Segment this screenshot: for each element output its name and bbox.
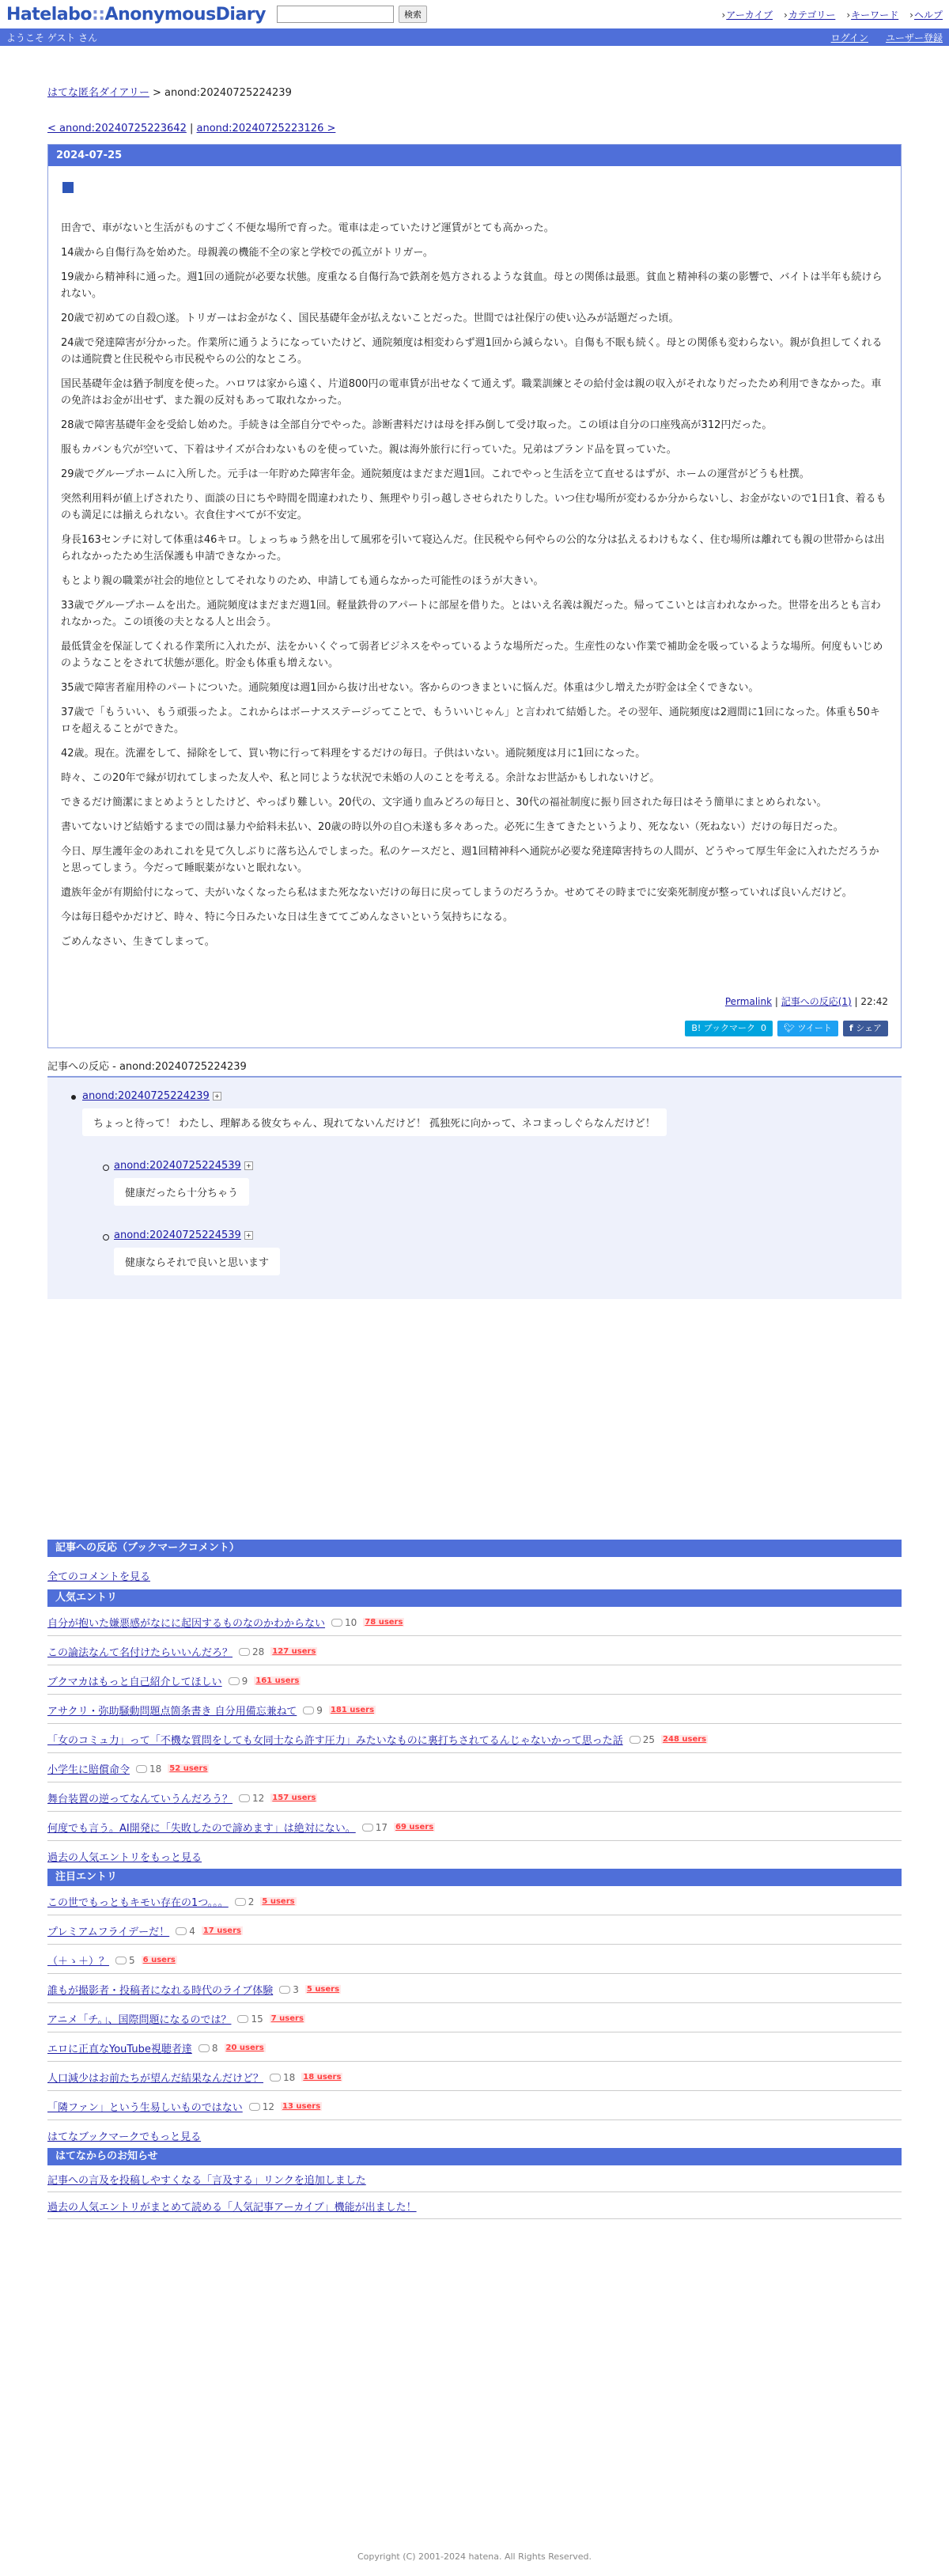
entry-title-link[interactable]: この世でもっともキモい存在の1つ。。。 (47, 1897, 229, 1909)
reaction-link[interactable]: anond:20240725224539 (114, 1229, 241, 1241)
reaction-text: 健康ならそれで良いと思います (114, 1248, 280, 1275)
entry-item (47, 1607, 902, 1636)
entry-title-link[interactable]: エロに正直なYouTube視聴者達 (47, 2044, 192, 2055)
comment-count: 18 (283, 2071, 296, 2083)
entry-title-link[interactable]: 小学生に賠償命令 (47, 1764, 130, 1776)
bookmark-users-badge[interactable]: 181 users (330, 1706, 375, 1714)
entry-item (47, 1974, 902, 2003)
entry-item (47, 1724, 902, 1753)
bookmark-users-badge[interactable]: 6 users (142, 1956, 176, 1964)
entry-title-link[interactable]: 人口減少はお前たちが望んだ結果なんだけど？ (47, 2073, 264, 2085)
news-link[interactable]: 過去の人気エントリがまとめて読める「人気記事アーカイブ」機能が出ました！ (47, 2202, 417, 2214)
bookmark-comment-heading: 記事への反応（ブックマークコメント） (47, 1540, 902, 1557)
login-link[interactable]: ログイン (830, 32, 868, 44)
entry-paragraphs (61, 220, 888, 950)
entry-item (47, 2091, 902, 2120)
entry-paragraph: 田舎で、車がないと生活がものすごく不便な場所で育った。電車は走っていたけど運賃がとても高かった。 (61, 222, 554, 234)
comment-icon (237, 2015, 248, 2023)
entry-title-link[interactable]: 「隣ファン」という生易しいものではない (47, 2102, 243, 2114)
comment-icon (136, 1765, 147, 1773)
entry-paragraph: 29歳でグループホームに入所した。元手は一年貯めた障害年金。通院頻度はまだまだ週1回。これでやっと生活を立て直せるはずが、ホームの運営がどうも杜撰。 (61, 468, 810, 480)
popular-heading: 人気エントリ (47, 1589, 902, 1607)
comment-icon (198, 2044, 210, 2052)
entry-item (47, 1636, 902, 1665)
entry-paragraph: 今日、厚生護年金のあれこれを見て久しぶりに落ち込んでしまった。私のケースだと、週1回精神科へ通院が必要な発達障害持ちの人間が、どうやって厚生年金に入れただろうかと思ってしまう。今だって睡眠薬がないと眠れない。 (61, 846, 879, 874)
entry-title-mark-icon (62, 182, 74, 193)
breadcrumb-separator: > (149, 87, 165, 99)
comment-icon (235, 1898, 246, 1906)
top-nav (722, 8, 943, 21)
prev-entry-link[interactable]: < anond:20240725223642 (47, 123, 187, 134)
news-item (47, 2192, 902, 2219)
entry-item (47, 1915, 902, 1945)
entry-title-link[interactable]: ブクマカはもっと自己紹介してほしい (47, 1676, 222, 1688)
entry-footer: Permalink | 記事への反応(1) | 22:42 (724, 996, 888, 1007)
next-entry-link[interactable]: anond:20240725223126 > (196, 123, 336, 134)
comment-icon (249, 2103, 260, 2111)
bookmark-comment-section (47, 1540, 902, 1583)
comment-count: 12 (252, 1792, 265, 1804)
top-bar (0, 0, 949, 28)
comment-icon (176, 1927, 187, 1935)
entry-item (47, 1695, 902, 1724)
entry-item (47, 2003, 902, 2032)
entry-title-link[interactable]: （＋ゝ＋）？ (47, 1956, 110, 1968)
entry-paragraph: 14歳から自傷行為を始めた。母親義の機能不全の家と学校での孤立がトリガー。 (61, 247, 433, 259)
entry-paragraph: 35歳で障害者雇用枠のパートについた。通院頻度は週1回から抜け出せない。客からのつきまといに悩んだ。体重は少し増えたが貯金は全くできない。 (61, 682, 759, 694)
entry-title-link[interactable] (61, 208, 74, 220)
comment-count: 9 (241, 1675, 248, 1687)
popular-more-link[interactable]: 過去の人気エントリをもっと見る (47, 1852, 202, 1864)
prev-next-separator: | (186, 123, 197, 134)
nav-category[interactable]: › カテゴリー (784, 8, 835, 21)
entry-paragraph: 42歳。現在。洗濯をして、掃除をして、買い物に行って料理をするだけの毎日。子供はいない。通院頻度は月に1回になった。 (61, 748, 646, 760)
entry-paragraph: 37歳で「もういい、もう頑張ったよ。これからはボーナスステージってことで、もういいじゃん」と言われて結婚した。その翌年、通院頻度は2週間に1回になった。体重も50キロを超えることができた。 (61, 707, 880, 735)
bookmark-count: 0 (761, 1023, 766, 1033)
entry-item (47, 1812, 902, 1841)
search-input[interactable] (277, 6, 394, 23)
reactions-panel (47, 1076, 902, 1299)
reaction-text: 健康だったら十分ちゃう (114, 1178, 249, 1206)
reaction-child-item (114, 1229, 886, 1275)
bookmark-users-badge[interactable]: 127 users (272, 1647, 316, 1656)
entry-title-link[interactable]: アサクリ・弥助騒動問題点箇条書き 自分用備忘兼ねて (47, 1706, 297, 1718)
comment-count: 17 (375, 1821, 388, 1833)
twitter-icon: 🐦︎ (784, 1023, 795, 1033)
reaction-link[interactable]: anond:20240725224539 (114, 1160, 241, 1172)
tweet-button[interactable] (777, 1021, 838, 1036)
entry-paragraph: 国民基礎年金は猶予制度を使った。ハロワは家から遠く、片道800円の電車賃が出せなくて通えず。職業訓練とその給付金は親の収入がそれなりだったため利用できなかった。車の免許はお金が出せず、また親の反対もあって取れなかった。 (61, 378, 882, 407)
comment-icon (239, 1648, 250, 1656)
news-heading: はてなからのお知らせ (47, 2148, 902, 2165)
nav-keyword[interactable]: › キーワード (846, 8, 898, 21)
entry-paragraph: 19歳から精神科に通った。週1回の通院が必要な状態。度重なる自傷行為で鉄剤を処方されるような貧血。母との関係は最悪。貧血と精神科の薬の影響で、バイトは半年も続けられない。 (61, 271, 883, 300)
bookmark-users-badge[interactable]: 5 users (306, 1985, 340, 1994)
comment-count: 28 (252, 1646, 265, 1657)
tweet-label: ツイート (797, 1023, 832, 1033)
comment-icon (303, 1707, 314, 1714)
reactions-heading: 記事への反応 - anond:20240725224239 (47, 1061, 247, 1073)
prev-next-nav (47, 123, 902, 134)
bookmark-users-badge[interactable]: 7 users (270, 2014, 304, 2023)
featured-more-link[interactable]: はてなブックマークでもっと見る (47, 2131, 202, 2143)
entry-item (47, 2032, 902, 2062)
comment-count: 5 (129, 1954, 135, 1966)
entry-item (47, 1886, 902, 1915)
entry-item (47, 1945, 902, 1974)
entry-paragraph: 24歳で発達障害が分かった。作業所に通うようになっていたけど、通院頻度は相変わらず週1回から減らない。自傷も不眠も続く。母との関係も変わらない。親が負担してくれるのは通院費と住民税やら市民税やらの公的なところ。 (61, 337, 883, 366)
bookmark-users-badge[interactable]: 17 users (202, 1926, 241, 1935)
entry-time: 22:42 (860, 996, 888, 1007)
comment-icon (630, 1736, 641, 1744)
bookmark-users-badge[interactable]: 5 users (262, 1897, 295, 1906)
entry-title-link[interactable]: プレミアムフライデーだ！ (47, 1926, 170, 1938)
comment-count: 3 (293, 1983, 299, 1995)
bookmark-users-badge[interactable]: 161 users (255, 1676, 300, 1685)
news-item (47, 2165, 902, 2192)
comment-icon (279, 1986, 290, 1994)
nav-archive[interactable]: › アーカイブ (722, 8, 773, 21)
entry-paragraph: ごめんなさい、生きてしまって。 (61, 936, 215, 948)
comment-icon (270, 2074, 281, 2082)
bookmark-users-badge[interactable]: 69 users (395, 1823, 434, 1832)
bookmark-label: B! ブックマーク (691, 1023, 755, 1033)
comment-count: 2 (248, 1896, 255, 1907)
comment-count: 12 (262, 2101, 275, 2112)
entry-paragraph: 突然利用料が値上げされたり、面談の日にちや時間を間違われたり、無理やり引っ越しさせられたりした。いつ住む場所が変わるか分からないし、お金がないので1日1食、着るものも満足には揃えられない。衣食住すべてが不安定。 (61, 493, 887, 521)
facebook-share-button[interactable] (843, 1021, 888, 1036)
bookmark-users-badge[interactable]: 52 users (169, 1764, 208, 1773)
entry-paragraph: もとより親の職業が社会的地位としてそれなりのため、申請しても通らなかった可能性のほうが大きい。 (61, 575, 544, 587)
comment-count: 8 (211, 2042, 218, 2054)
entry-paragraph: 28歳で障害基礎年金を受給し始めた。手続きは全部自分でやった。診断書料だけは母を拝み倒して受け取った。この頃は自分の口座残高が312円だった。 (61, 419, 773, 431)
expand-toggle-icon[interactable]: + (213, 1092, 221, 1100)
breadcrumb-home[interactable]: はてな匿名ダイアリー (47, 87, 149, 99)
entry-paragraph: 今は毎日穏やかだけど、時々、特に今日みたいな日は生きててごめんなさいという気持ちになる。 (61, 911, 514, 923)
breadcrumb-current: anond:20240725224239 (164, 87, 292, 99)
comment-icon (362, 1824, 373, 1832)
reaction-link[interactable]: anond:20240725224239 (82, 1090, 210, 1102)
reaction-item (82, 1090, 886, 1275)
register-link[interactable]: ユーザー登録 (885, 32, 943, 44)
entry-title-link[interactable]: 何度でも言う。AI開発に「失敗したので諦めます」は絶対にない。 (47, 1823, 356, 1835)
entry-box (47, 144, 902, 1048)
entry-title-link[interactable]: 自分が抱いた嫌悪感がなにに起因するものなのかわからない (47, 1618, 326, 1630)
entry-paragraph: 服もカバンも穴が空いて、下着はサイズが合わないものを使っていた。親は海外旅行に行っていた。兄弟はブランド品を買っていた。 (61, 444, 677, 456)
entry-item (47, 1782, 902, 1812)
entry-item (47, 1753, 902, 1782)
logo-separator: :: (91, 4, 105, 25)
comment-count: 9 (316, 1704, 323, 1716)
permalink[interactable]: Permalink (724, 996, 773, 1007)
entry-paragraph: 33歳でグループホームを出た。通院頻度はまだまだ週1回。軽量鉄骨のアパートに部屋を借りた。とはいえ名義は親だった。帰ってこいとは言われなかった。世帯を出ろとも言われなかった。この頃後の夫となる人と出会う。 (61, 600, 881, 628)
logo-right: AnonymousDiary (104, 4, 267, 25)
entry-title-link[interactable]: 「女のコミュ力」って「不機な質問をしても女同士なら許す圧力」みたいなものに裏打ちされてるんじゃないかって思った話 (47, 1735, 623, 1747)
facebook-share-label: シェア (856, 1023, 882, 1033)
entry-date: 2024-07-25 (48, 145, 901, 166)
entry-paragraph: 最低賃金を保証してくれる作業所に入れたが、法をかいくぐって弱者ビジネスをやっているような場所だった。生産性のない作業で補助金を吸っているような場所。何度もいじめのようなことをされて状態が悪化。貯金も体重も増えない。 (61, 641, 883, 669)
entry-paragraph: 時々、この20年で縁が切れてしまった友人や、私と同じような状況で未婚の人のことを考える。余計なお世話かもしれないけど。 (61, 772, 660, 784)
comment-count: 10 (345, 1616, 357, 1628)
entry-paragraph: できるだけ簡潔にまとめようとしたけど、やっぱり難しい。20代の、文字通り血みどろの毎日と、30代の福祉制度に振り回された毎日はそう簡単にまとめられない。 (61, 797, 827, 809)
reaction-text: ちょっと待って！ わたし、理解ある彼女ちゃん、現れてないんだけど！ 孤独死に向かって、ネコまっしぐらなんだけど！ (82, 1108, 667, 1136)
comment-count: 4 (189, 1925, 195, 1937)
featured-heading: 注目エントリ (47, 1869, 902, 1886)
bookmark-users-badge[interactable]: 13 users (282, 2102, 321, 2111)
bookmark-users-badge[interactable]: 248 users (663, 1735, 707, 1744)
bookmark-users-badge[interactable]: 157 users (272, 1794, 316, 1802)
entry-title-link[interactable]: この論法なんて名付けたらいいんだろ？ (47, 1647, 233, 1659)
comment-icon (331, 1619, 342, 1627)
welcome-bar (0, 28, 949, 46)
entry-paragraph: 20歳で初めての自殺○遂。トリガーはお金がなく、国民基礎年金が払えないことだった。世間では社保庁の使い込みが話題だった頃。 (61, 313, 679, 324)
copyright: Copyright (C) 2001-2024 hatena. All Rights Reserved. (357, 2551, 592, 2562)
entry-paragraph: 身長163センチに対して体重は46キロ。しょっちゅう熱を出して風邪を引いて寝込んだ。住民税やら何やらの公的な分は払えるわけもなく、住む場所は離れても親の世帯からは出られなかったため生活保護も申請できなかった。 (61, 534, 885, 563)
bookmark-users-badge[interactable]: 78 users (365, 1618, 403, 1627)
main-content (47, 84, 902, 2219)
search-button[interactable]: 検索 (399, 6, 427, 23)
comment-count: 18 (149, 1763, 162, 1775)
facebook-icon: f (849, 1023, 853, 1033)
comment-count: 15 (251, 2013, 263, 2025)
share-buttons (61, 1021, 888, 1036)
site-logo[interactable] (6, 5, 266, 25)
bookmark-users-badge[interactable]: 20 users (225, 2044, 264, 2052)
hatena-bookmark-button[interactable] (685, 1021, 773, 1036)
comment-icon (115, 1957, 127, 1964)
comment-count: 25 (642, 1733, 656, 1745)
breadcrumb (47, 84, 902, 99)
logo-left: Hatelabo (6, 4, 92, 25)
reaction-child-item (114, 1160, 886, 1206)
nav-help[interactable]: › ヘルプ (909, 8, 943, 21)
comment-icon (229, 1677, 240, 1685)
comment-icon (239, 1794, 250, 1802)
entry-item (47, 2062, 902, 2091)
entry-title-link[interactable]: 誰もが撮影者・投稿者になれる時代のライブ体験 (47, 1985, 274, 1997)
featured-entry-list (47, 1886, 902, 2120)
entry-body (48, 166, 901, 1047)
expand-toggle-icon[interactable]: + (244, 1161, 253, 1170)
all-comments-link[interactable]: 全てのコメントを見る (47, 1571, 151, 1583)
reaction-count-link[interactable]: 記事への反応(1) (781, 996, 852, 1007)
popular-entry-list (47, 1607, 902, 1841)
welcome-text: ようこそ ゲスト さん (6, 32, 98, 44)
entry-paragraph: 書いてないけど結婚するまでの間は暴力や給料未払い、20歳の時以外の自○未遂も多々あった。必死に生きてきたというより、死なない（死ねない）だけの毎日だった。 (61, 821, 844, 833)
news-list (47, 2165, 902, 2219)
bookmark-users-badge[interactable]: 18 users (303, 2073, 342, 2082)
entry-title-link[interactable]: 舞台装置の逆ってなんていうんだろう？ (47, 1794, 233, 1805)
expand-toggle-icon[interactable]: + (244, 1231, 253, 1240)
entry-item (47, 1665, 902, 1695)
entry-title-link[interactable]: アニメ「チ。」、国際問題になるのでは？ (47, 2014, 232, 2026)
entry-paragraph: 遺族年金が有期給付になって、夫がいなくなったら私はまた死なないだけの毎日に戻ってしまうのだろうか。せめてその時までに安楽死制度が整っていれば良いんだけど。 (61, 887, 853, 899)
news-link[interactable]: 記事への言及を投稿しやすくなる「言及する」リンクを追加しました (47, 2175, 366, 2187)
